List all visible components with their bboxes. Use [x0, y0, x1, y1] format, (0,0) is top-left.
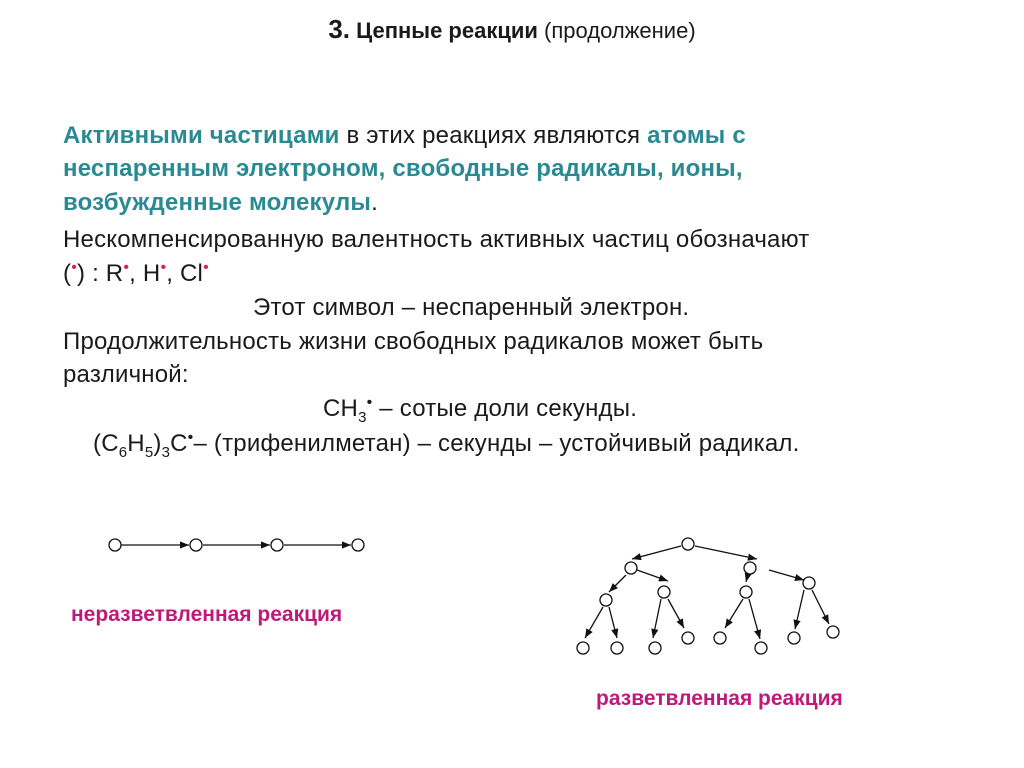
- tree-node: [803, 577, 815, 589]
- chain-node: [109, 539, 121, 551]
- ch3-dot: •: [366, 394, 373, 411]
- tree-arrow: [609, 575, 626, 592]
- title-number: 3.: [328, 14, 351, 44]
- unbranched-chain-diagram: [109, 539, 364, 551]
- radical-dot-cl: •: [203, 259, 209, 276]
- lifetime-line2: различной:: [63, 361, 189, 388]
- radical-dot-h: •: [160, 259, 167, 276]
- para1-period: .: [371, 189, 379, 216]
- tp-sub3: 3: [161, 443, 171, 461]
- unbranched-label: неразветвленная реакция: [71, 603, 343, 626]
- tree-arrow: [609, 607, 617, 638]
- tree-arrow: [725, 599, 743, 628]
- tree-arrow: [746, 574, 748, 582]
- tree-node: [755, 642, 767, 654]
- ch3-rest: – сотые доли секунды.: [372, 395, 638, 422]
- radical-dot: •: [71, 259, 78, 276]
- tp-h: H: [127, 430, 145, 457]
- tree-node: [682, 632, 694, 644]
- tree-node: [611, 642, 623, 654]
- tree-node: [577, 642, 589, 654]
- tree-node: [625, 562, 637, 574]
- tree-node: [658, 586, 670, 598]
- tree-node: [714, 632, 726, 644]
- atoms-term: атомы с: [647, 122, 746, 149]
- tree-node: [682, 538, 694, 550]
- tree-node: [827, 626, 839, 638]
- tp-sub5: 5: [144, 443, 154, 461]
- chain-node: [271, 539, 283, 551]
- branched-tree-diagram: [577, 538, 839, 654]
- active-particles-term: Активными частицами: [63, 122, 340, 149]
- title-rest: (продолжение): [544, 18, 696, 43]
- radical-dot-r: •: [123, 259, 130, 276]
- notation-open: (: [63, 260, 72, 287]
- tree-node: [740, 586, 752, 598]
- para1-text: в этих реакциях являются: [339, 122, 648, 149]
- tree-node: [600, 594, 612, 606]
- tree-arrow: [632, 546, 681, 559]
- tp-sub6: 6: [118, 443, 128, 461]
- notation-cl: , Cl: [166, 260, 204, 287]
- notation-h: , H: [129, 260, 161, 287]
- tree-arrow: [637, 570, 668, 581]
- tree-arrow: [653, 599, 661, 638]
- ch3-ch: CH: [323, 395, 359, 422]
- tree-arrow: [749, 599, 760, 639]
- tree-node: [649, 642, 661, 654]
- symbol-line: Этот символ – неспаренный электрон.: [253, 294, 690, 321]
- tree-arrow: [795, 590, 804, 629]
- tree-arrow: [695, 546, 757, 559]
- ch3-sub: 3: [358, 408, 367, 426]
- tp-open: (C: [93, 430, 119, 457]
- lifetime-line1: Продолжительность жизни свободных радикалов может быть: [63, 328, 764, 355]
- para2-line1: Нескомпенсированную валентность активных частиц обозначают: [63, 226, 810, 253]
- tp-close: ): [153, 430, 162, 457]
- tree-arrow: [668, 599, 684, 628]
- chain-node: [352, 539, 364, 551]
- branched-label: разветвленная реакция: [596, 687, 843, 710]
- tree-node: [788, 632, 800, 644]
- tree-arrow: [812, 590, 829, 624]
- tree-arrow: [769, 570, 804, 580]
- tp-rest: – (трифенилметан) – секунды – устойчивый радикал.: [193, 430, 800, 457]
- notation-r: ) : R: [77, 260, 124, 287]
- chain-node: [190, 539, 202, 551]
- tree-arrow: [585, 607, 603, 638]
- tp-c: C: [170, 430, 188, 457]
- excited-molecules-term: возбужденные молекулы: [63, 189, 372, 216]
- tree-node: [744, 562, 756, 574]
- tp-dot: •: [187, 429, 194, 446]
- title-main: Цепные реакции: [356, 18, 538, 43]
- para1-line2: неспаренным электроном, свободные радикалы, ионы,: [63, 155, 743, 182]
